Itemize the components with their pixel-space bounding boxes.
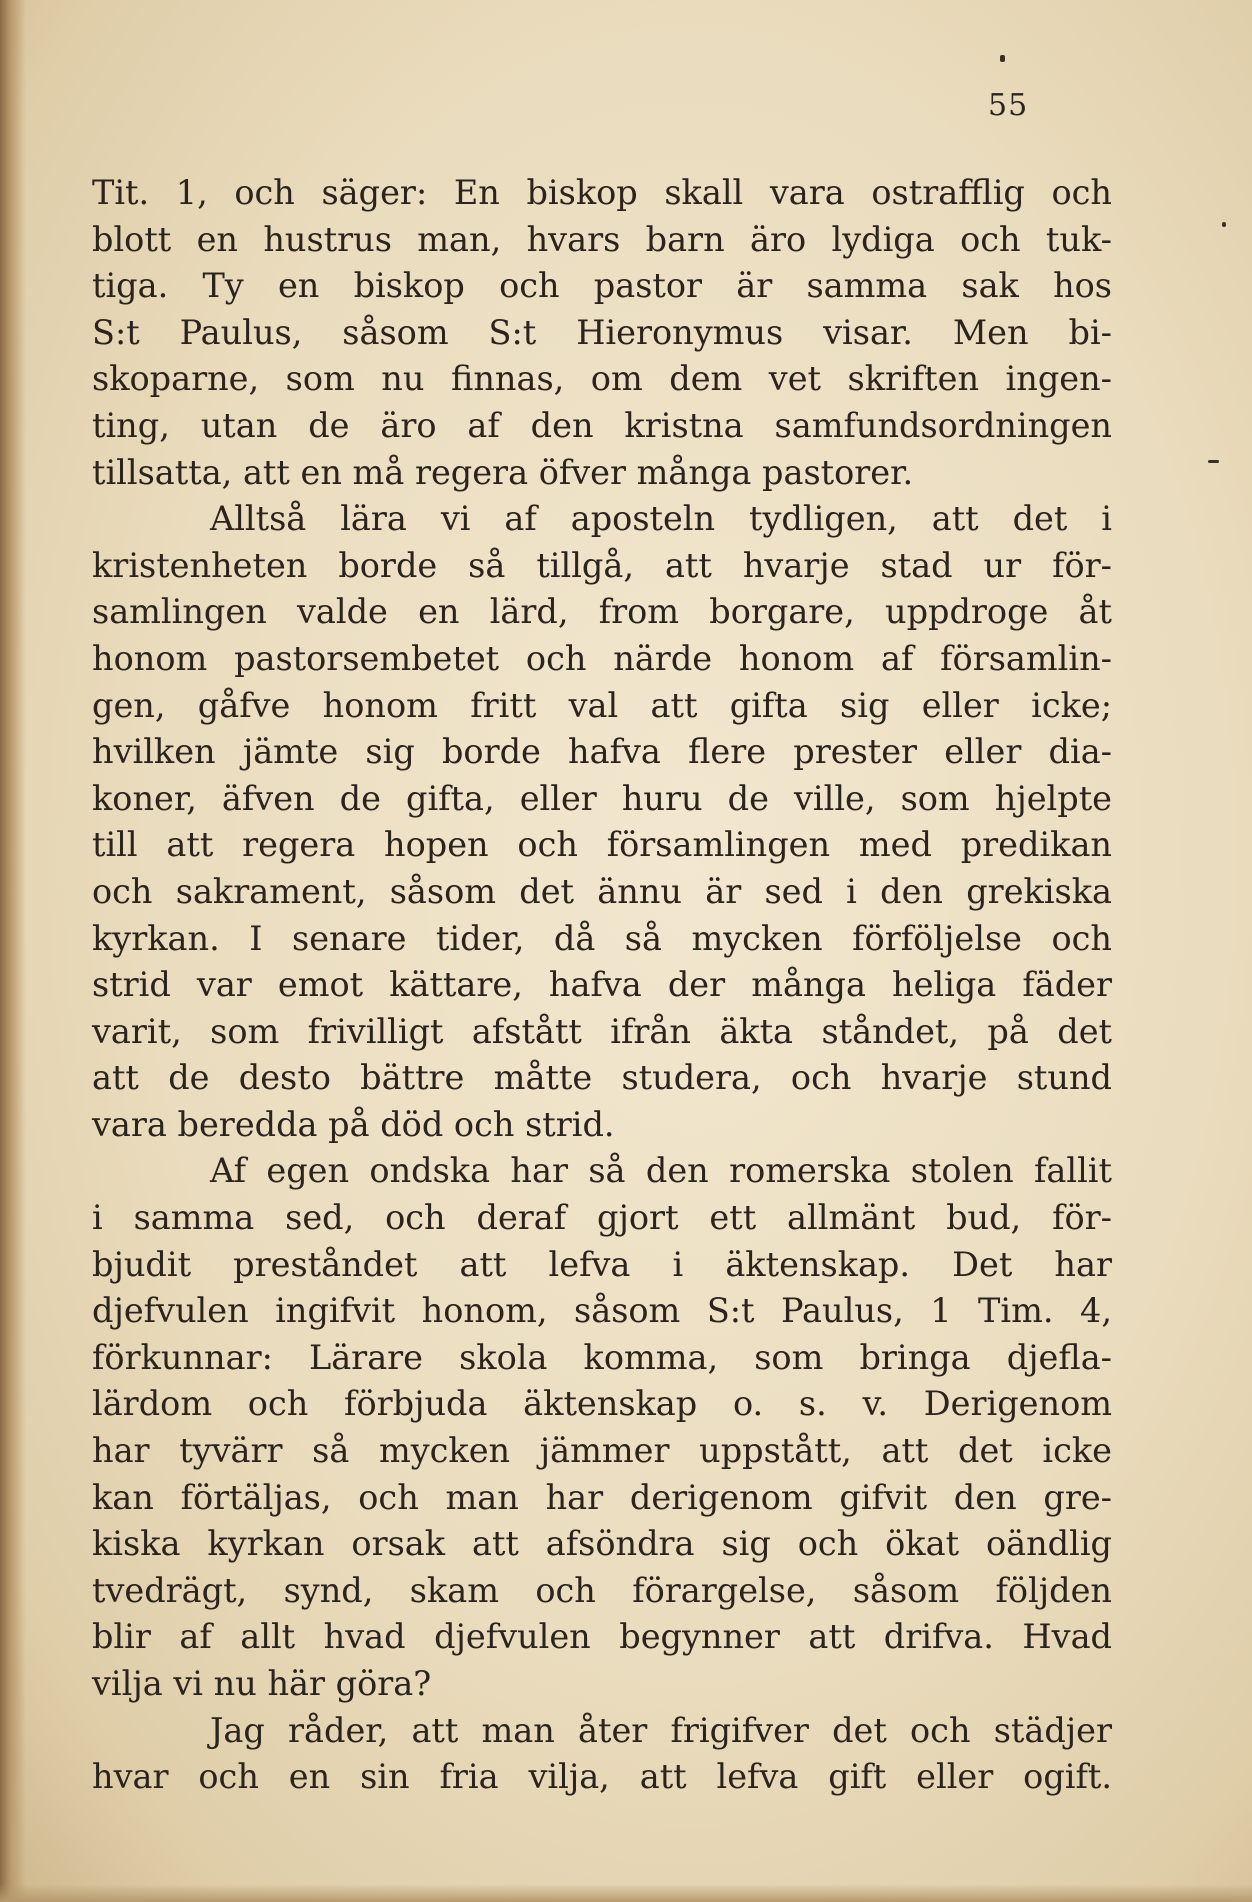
text-line: bjudit preståndet att lefva i äktenskap. Det har [92, 1244, 1112, 1284]
text-line: koner, äfven de gifta, eller huru de ville, som hjelpte [92, 778, 1112, 818]
page-number: 55 [988, 88, 1029, 123]
text-line: Tit. 1, och säger: En biskop skall vara ostrafflig och [92, 173, 1112, 212]
text-line: tvedrägt, synd, skam och förargelse, såsom följden [92, 1570, 1112, 1610]
text-line: S:t Paulus, såsom S:t Hieronymus visar. Men bi- [92, 312, 1112, 352]
text-line: lärdom och förbjuda äktenskap o. s. v. Derigenom [92, 1384, 1112, 1424]
text-line: vara beredda på död och strid. [92, 1104, 615, 1144]
text-line: honom pastorsembetet och närde honom af församlin- [92, 638, 1112, 678]
text-line: blir af allt hvad djefvulen begynner att drifva. Hvad [92, 1617, 1112, 1657]
body-text [92, 170, 1112, 1801]
text-line: kristenheten borde så tillgå, att hvarje stad ur för- [92, 545, 1112, 585]
text-line: blott en hustrus man, hvars barn äro lydiga och tuk- [92, 219, 1112, 259]
text-line: Jag råder, att man åter frigifver det och städjer [210, 1710, 1112, 1750]
text-line: Alltså lära vi af aposteln tydligen, att det i [210, 499, 1112, 539]
paragraph-3 [92, 1148, 1112, 1707]
text-line: kan förtäljas, och man har derigenom gifvit den gre- [92, 1477, 1112, 1517]
text-line: förkunnar: Lärare skola komma, som bringa djefla- [92, 1337, 1112, 1377]
text-line: tillsatta, att en må regera öfver många pastorer. [92, 452, 914, 492]
text-line: hvar och en sin fria vilja, att lefva gift eller ogift. [92, 1757, 1112, 1797]
paragraph-1 [92, 170, 1112, 496]
text-line: att de desto bättre måtte studera, och hvarje stund [92, 1058, 1112, 1098]
text-line: skoparne, som nu finnas, om dem vet skriften ingen- [92, 359, 1112, 399]
text-line: djefvulen ingifvit honom, såsom S:t Paulus, 1 Tim. 4, [92, 1291, 1112, 1331]
text-line: i samma sed, och deraf gjort ett allmänt bud, för- [92, 1198, 1112, 1238]
text-line: och sakrament, såsom det ännu är sed i den grekiska [92, 871, 1112, 911]
text-line: hvilken jämte sig borde hafva flere prester eller dia- [92, 732, 1112, 772]
text-line: har tyvärr så mycken jämmer uppstått, att det icke [92, 1431, 1112, 1471]
text-line: kiska kyrkan orsak att afsöndra sig och ökat oändlig [92, 1524, 1112, 1564]
page-bottom-edge [0, 1884, 1252, 1902]
text-line: gen, gåfve honom fritt val att gifta sig eller icke; [92, 685, 1112, 725]
text-line: samlingen valde en lärd, from borgare, uppdroge åt [92, 592, 1112, 632]
print-speck [1208, 460, 1219, 463]
print-speck [1222, 222, 1226, 227]
paragraph-2 [92, 496, 1112, 1148]
text-line: tiga. Ty en biskop och pastor är samma sak hos [92, 266, 1112, 306]
text-line: kyrkan. I senare tider, då så mycken förföljelse och [92, 918, 1112, 958]
print-speck [1000, 55, 1005, 62]
text-line: strid var emot kättare, hafva der många heliga fäder [92, 965, 1112, 1005]
text-line: Af egen ondska har så den romerska stolen fallit [210, 1151, 1112, 1191]
paragraph-4 [92, 1708, 1112, 1801]
text-line: till att regera hopen och församlingen med predikan [92, 825, 1112, 865]
text-line: ting, utan de äro af den kristna samfundsordningen [92, 405, 1112, 445]
page-binding-edge [0, 0, 26, 1902]
text-line: varit, som frivilligt afstått ifrån äkta ståndet, på det [92, 1011, 1112, 1051]
text-line: vilja vi nu här göra? [92, 1664, 432, 1703]
